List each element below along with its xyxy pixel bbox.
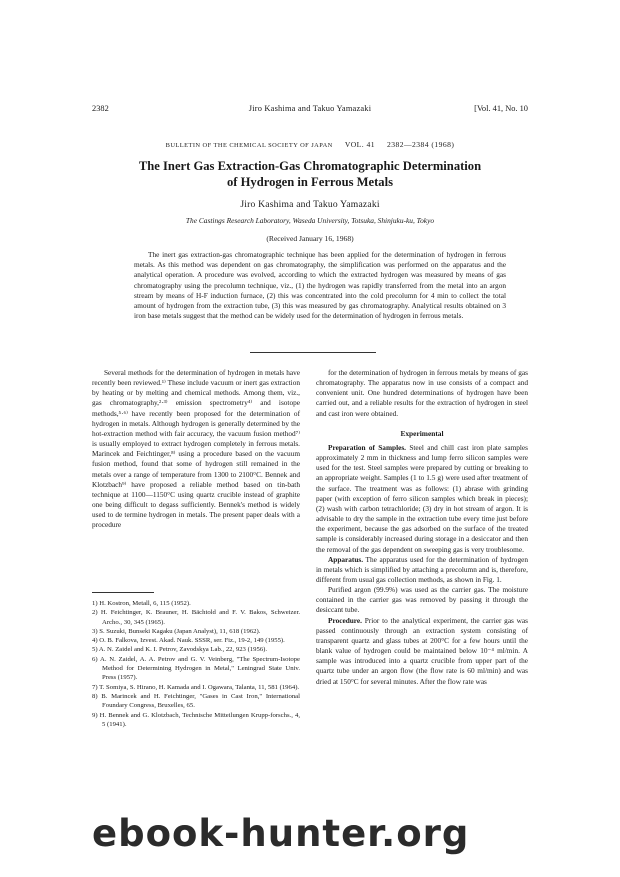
- footnote: 3) S. Suzuki, Bunseki Kagaku (Japan Analyst), 11, 618 (1962).: [92, 627, 261, 635]
- preparation-paragraph: [316, 443, 528, 555]
- procedure-paragraph: [316, 616, 528, 687]
- byline: Jiro Kashima and Takuo Yamazaki: [240, 199, 380, 210]
- footnote: 2) H. Feichtinger, K. Brauner, H. Bächtold and F. V. Bakos, Schweizer. Archo., 30, 345 (1965).: [92, 609, 300, 626]
- paper-title: [92, 158, 528, 190]
- journal-pages-year: 2382—2384 (1968): [387, 140, 455, 149]
- running-head: [92, 104, 528, 118]
- watermark-logo: ebook-hunter.org: [92, 812, 470, 855]
- footnote: 4) O. B. Falkova, Izvest. Akad. Nauk. SSSR, ser. Fiz., 19-2, 149 (1955).: [92, 637, 285, 645]
- journal-volume: VOL. 41: [344, 140, 375, 149]
- preparation-text: Steel and chill cast iron plate samples approximately 2 mm in thickness and lump ferro silicon samples were used for the test. Steel samples were prepared by cutting or breaking to an appropriate weight. Samples (1 to 1.5 g) were used after treatment of the surface. The treatment was as follows: (1) abrase with grinding paper (with exception of ferro silicon samples which break in pieces); (2) wash with carbon tetrachloride; (3) dry in hot stream of argon. It is advisable to dry the sample in the extraction tube every time just before the experiment, because the gas adsorbed on the surface of the treated sample is considerably increased during storage in a desiccator and then the removal of the gas dependent on sweeping gas is very troublesome.: [316, 442, 529, 554]
- intro-continuation: for the determination of hydrogen in ferrous metals by means of gas chromatography. The apparatus now in use consists of a compact and convenient unit. One hundred determinations of hydrogen have been carried out, and a reliable results for the extraction of hydrogen in steel and cast iron were obtained.: [316, 368, 528, 418]
- apparatus-paragraph: [316, 555, 528, 585]
- footnotes: [92, 599, 300, 729]
- abstract-divider: [250, 352, 376, 353]
- page-number: 2382: [92, 104, 109, 113]
- intro-paragraph: Several methods for the determination of hydrogen in metals have recently been reviewed.¹⁾ These include vacuum or inert gas extraction by heating or by melting and chemical methods. Among them, viz., gas chromatography,²·³⁾ emission spectrometry⁴⁾ and isotope methods,⁵·⁶⁾ have recently been proposed for the determination of hydrogen in metals. Although hydrogen is generally determined by the hot-extraction method with fair accuracy, the vacuum fusion method⁷⁾ is usually employed to extract hydrogen completely in ferrous metals. Marincek and Feichtinger,⁸⁾ using a procedure based on the vacuum fusion method, found that some of hydrogen still remained in the metals over a range of temperature from 1300 to 2100°C. Bennek and Klotzbach⁹⁾ have proposed a reliable method based on tin-bath technique at 1100—1150°C using quartz crucible instead of graphite one being difficult to degass sufficiently. Bennek's method is widely used to de termine hydrogen in metals. The present paper deals with a procedure: [92, 368, 300, 530]
- paper-title-line-2: of Hydrogen in Ferrous Metals: [226, 175, 394, 189]
- journal-line: [92, 140, 528, 149]
- section-heading-experimental: Experimental: [400, 428, 444, 438]
- argon-paragraph: Purified argon (99.9%) was used as the carrier gas. The moisture contained in the carrier gas was removed by passing it through the desiccant tube.: [316, 585, 528, 615]
- paper-title-line-1: The Inert Gas Extraction-Gas Chromatographic Determination: [138, 159, 482, 173]
- procedure-text: Prior to the analytical experiment, the carrier gas was passed continuously through an extraction system consisting of transparent quartz and glass tubes at 200°C for a few hours until the blank value of hydrogen could be maintained below 10⁻⁴ ml/min. A sample was introduced into a quartz crucible from upper part of the quartz tube under an argon flow (the flow rate is 60 ml/min) and was dried at 150°C for several minutes. After the flow rate was: [316, 615, 529, 686]
- abstract: The inert gas extraction-gas chromatographic technique has been applied for the determination of hydrogen in ferrous metals. As this method was dependent on gas chromatography, the simplification was performed on the apparatus and the analytical operation. A procedure was evolved, according to which the extracted hydrogen was measured by means of gas chromatography using the precolumn technique, viz., (1) the hydrogen was rapidly transferred from the metal into an argon stream by means of H-F induction furnace, (2) this was concentrated into the cold precolumn for 4 min to collect the total amount of hydrogen from the extraction tube, (3) this was measured by gas chromatography. Analytical results obtained on 3 iron base metals suggest that the method can be widely used for the determination of hydrogen in ferrous metals.: [134, 250, 506, 321]
- journal-name: BULLETIN OF THE CHEMICAL SOCIETY OF JAPAN: [165, 142, 333, 149]
- running-head-authors: Jiro Kashima and Takuo Yamazaki: [248, 104, 372, 113]
- right-column: [316, 368, 528, 687]
- footnote: 5) A. N. Zaidel and K. I. Petrov, Zavodskya Lab., 22, 923 (1956).: [92, 646, 268, 654]
- footnote: 6) A. N. Zaidel, A. A. Petrov and G. V. Veinberg, "The Spectrum-Isotope Method for Determining Hydrogen in Metal," Leningrad State Univ. Press (1957).: [92, 655, 300, 682]
- footnote-rule: [92, 592, 154, 593]
- volume-issue: [Vol. 41, No. 10: [474, 104, 528, 113]
- apparatus-text: The apparatus used for the determination of hydrogen in metals which is simplified by attaching a precolumn and is, therefore, different from usual gas collection methods, as shown in Fig. 1.: [316, 554, 528, 584]
- procedure-heading: Procedure.: [328, 615, 362, 625]
- received-date: (Received January 16, 1968): [266, 234, 354, 243]
- footnote: 9) H. Bennek and G. Klotzbach, Technische Mitteilungen Krupp-forschs., 4, 5 (1941).: [92, 711, 300, 728]
- preparation-heading: Preparation of Samples.: [328, 442, 407, 452]
- footnote: 7) T. Somiya, S. Hirano, H. Kamada and I. Ogawara, Talanta, 11, 581 (1964).: [92, 683, 300, 691]
- apparatus-heading: Apparatus.: [328, 554, 364, 564]
- affiliation: The Castings Research Laboratory, Waseda University, Totsuka, Shinjuku-ku, Tokyo: [185, 216, 435, 225]
- footnote: 1) H. Kostron, Metall, 6, 115 (1952).: [92, 600, 191, 607]
- left-column: [92, 368, 300, 531]
- footnote: 8) B. Marincek and H. Feichtinger, "Gases in Cast Iron," International Foundary Congress, Bruxelles, 65.: [92, 692, 300, 710]
